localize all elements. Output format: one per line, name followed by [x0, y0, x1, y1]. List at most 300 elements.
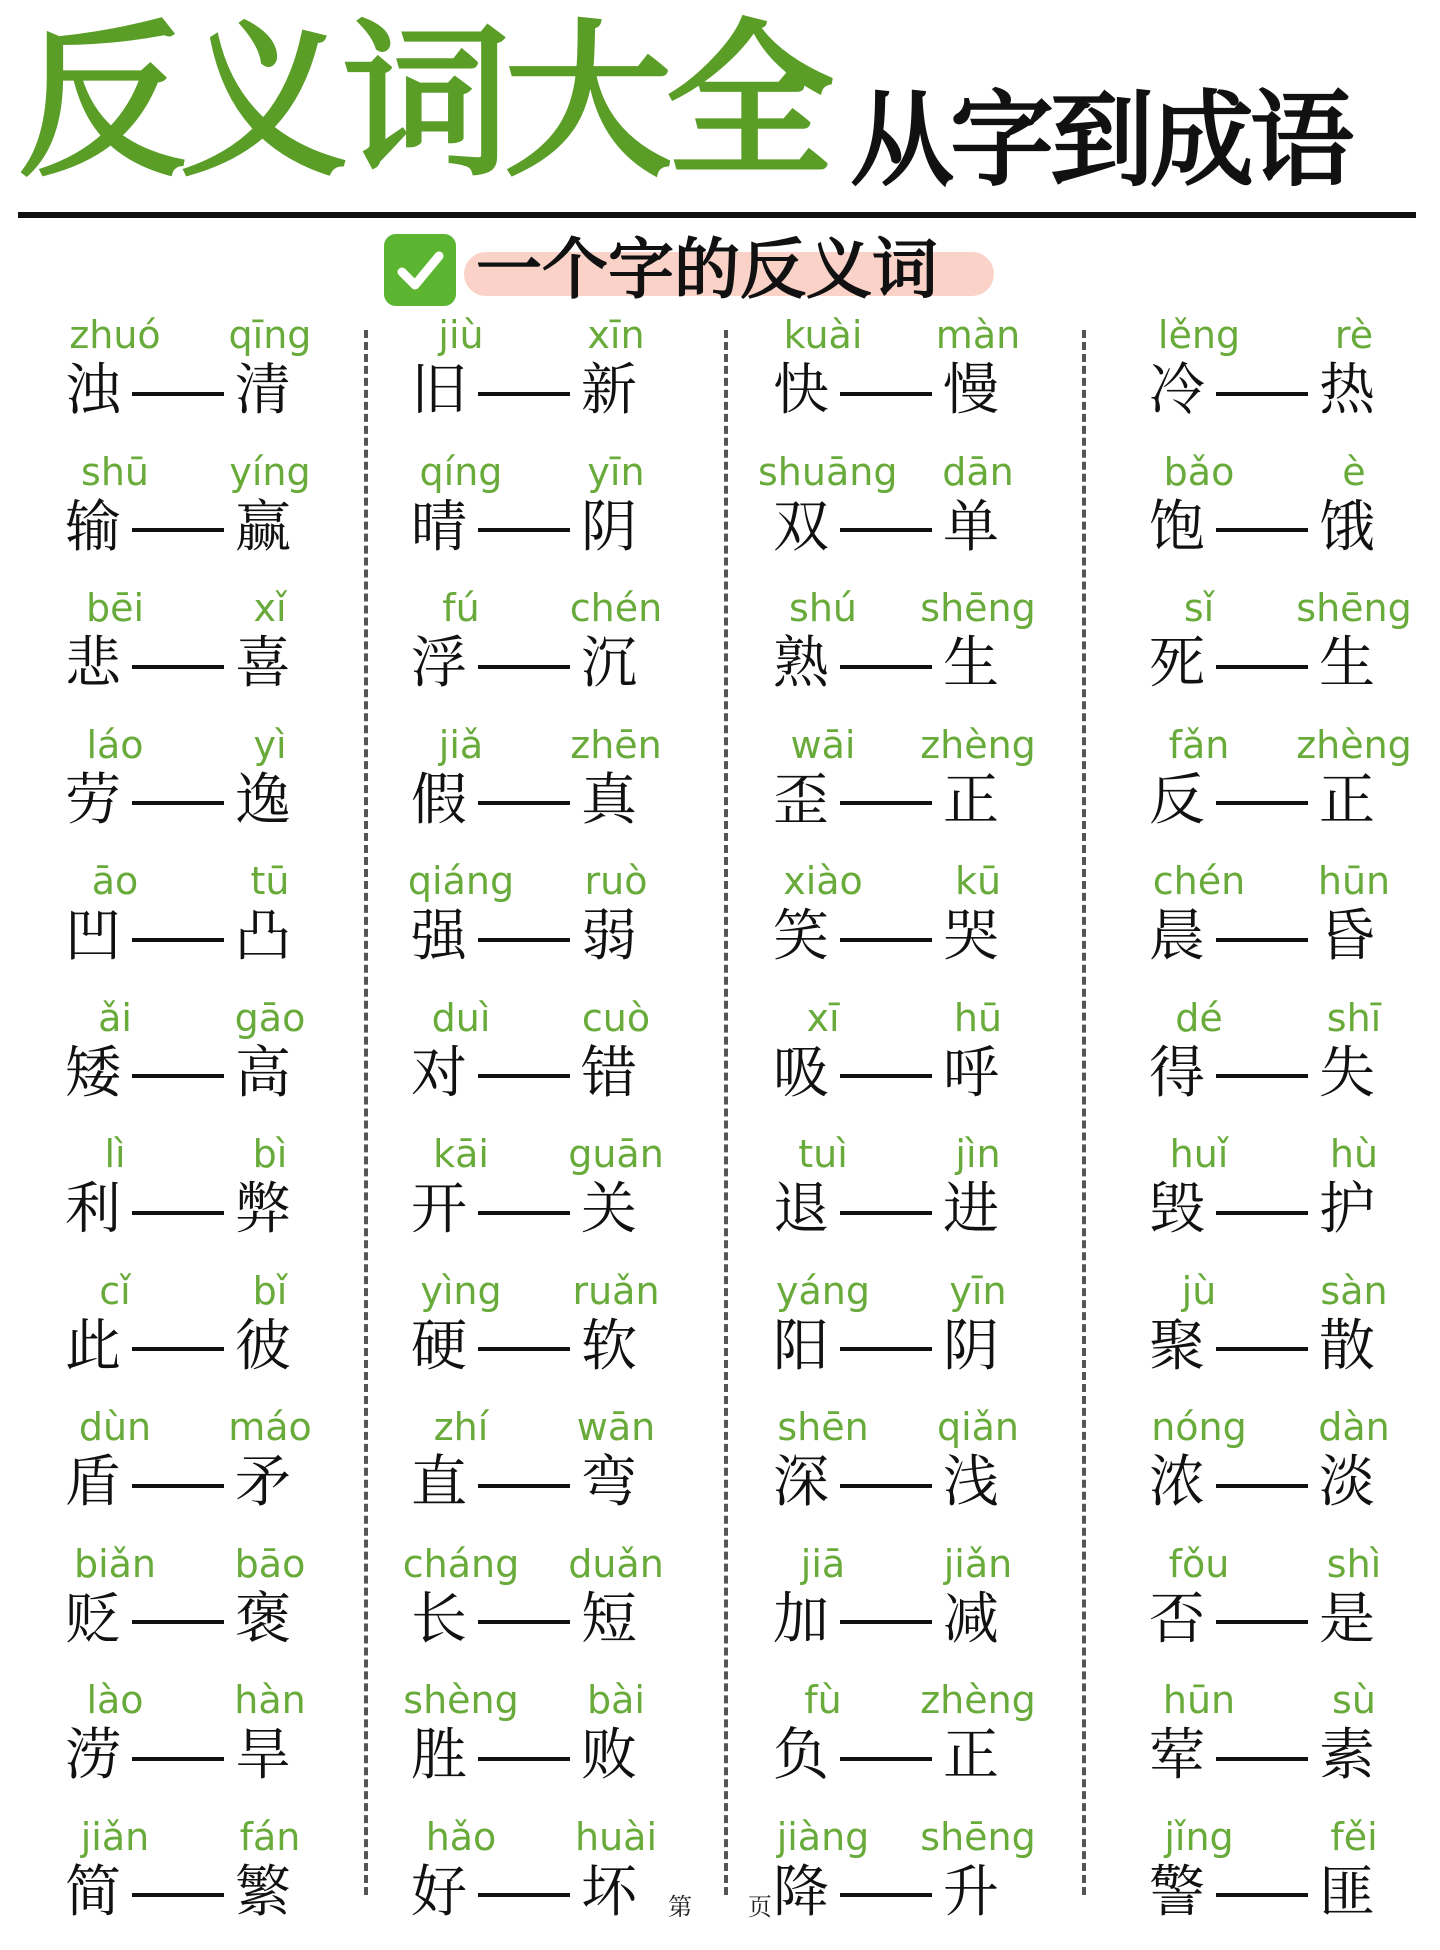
antonym-pair: [406, 312, 706, 449]
antonym-column: [768, 312, 1068, 1912]
character-right: 淡: [1314, 1448, 1380, 1518]
pinyin-left: fù: [758, 1677, 888, 1723]
antonym-pair: [60, 858, 360, 995]
connector-dash: [478, 1484, 570, 1488]
antonym-column: [406, 312, 706, 1912]
character-right: 喜: [230, 629, 296, 699]
antonym-pair: [60, 449, 360, 586]
character-left: 输: [60, 493, 126, 563]
character-row: [60, 766, 296, 836]
character-left: 阳: [768, 1312, 834, 1382]
connector-dash: [1216, 1620, 1308, 1624]
antonym-pair: [1144, 585, 1440, 722]
character-row: [60, 1175, 296, 1245]
header: [0, 0, 1440, 230]
pinyin-right: guān: [551, 1131, 681, 1177]
pinyin-left: láo: [50, 722, 180, 768]
character-right: 是: [1314, 1585, 1380, 1655]
character-left: 浊: [60, 356, 126, 426]
connector-dash: [840, 1620, 932, 1624]
pinyin-right: shēng: [913, 1814, 1043, 1860]
pinyin-left: xī: [758, 995, 888, 1041]
antonym-pair: [1144, 995, 1440, 1132]
antonym-pair: [60, 1131, 360, 1268]
character-row: [1144, 629, 1380, 699]
character-left: 强: [406, 902, 472, 972]
character-right: 短: [576, 1585, 642, 1655]
pinyin-left: lěng: [1134, 312, 1264, 358]
connector-dash: [840, 1757, 932, 1761]
antonym-pair: [768, 312, 1068, 449]
character-right: 饿: [1314, 493, 1380, 563]
character-row: [1144, 902, 1380, 972]
character-row: [768, 766, 1004, 836]
character-left: 对: [406, 1039, 472, 1109]
pinyin-right: qiǎn: [913, 1404, 1043, 1450]
character-row: [768, 1312, 1004, 1382]
character-left: 荤: [1144, 1721, 1210, 1791]
character-right: 匪: [1314, 1858, 1380, 1928]
character-row: [60, 1312, 296, 1382]
pinyin-right: shēng: [913, 585, 1043, 631]
connector-dash: [840, 392, 932, 396]
antonym-pair: [406, 449, 706, 586]
character-row: [406, 1448, 642, 1518]
pinyin-right: zhèng: [913, 722, 1043, 768]
character-left: 直: [406, 1448, 472, 1518]
pinyin-left: bēi: [50, 585, 180, 631]
character-row: [406, 1721, 642, 1791]
pinyin-left: jiàng: [758, 1814, 888, 1860]
connector-dash: [478, 392, 570, 396]
connector-dash: [1216, 938, 1308, 942]
pinyin-left: yáng: [758, 1268, 888, 1314]
character-right: 赢: [230, 493, 296, 563]
antonym-pair: [60, 312, 360, 449]
character-left: 简: [60, 1858, 126, 1928]
connector-dash: [1216, 1757, 1308, 1761]
antonym-pair: [768, 1677, 1068, 1814]
pinyin-left: qíng: [396, 449, 526, 495]
section-title: 一个字的反义词: [476, 232, 938, 308]
character-left: 悲: [60, 629, 126, 699]
antonym-pair: [406, 722, 706, 859]
pinyin-left: xiào: [758, 858, 888, 904]
character-right: 散: [1314, 1312, 1380, 1382]
character-right: 呼: [938, 1039, 1004, 1109]
pinyin-right: gāo: [205, 995, 335, 1041]
character-right: 升: [938, 1858, 1004, 1928]
character-right: 凸: [230, 902, 296, 972]
pinyin-right: máo: [205, 1404, 335, 1450]
connector-dash: [840, 528, 932, 532]
connector-dash: [840, 1211, 932, 1215]
pinyin-right: wān: [551, 1404, 681, 1450]
antonym-pair: [60, 1677, 360, 1814]
pinyin-right: jiǎn: [913, 1541, 1043, 1587]
pinyin-left: fǎn: [1134, 722, 1264, 768]
character-left: 得: [1144, 1039, 1210, 1109]
connector-dash: [132, 801, 224, 805]
character-right: 阴: [576, 493, 642, 563]
pinyin-left: zhí: [396, 1404, 526, 1450]
character-row: [1144, 493, 1380, 563]
sub-title: 从字到成语: [850, 88, 1350, 192]
connector-dash: [840, 801, 932, 805]
connector-dash: [840, 1074, 932, 1078]
pinyin-left: shū: [50, 449, 180, 495]
character-row: [1144, 1312, 1380, 1382]
connector-dash: [478, 1757, 570, 1761]
pinyin-right: sù: [1289, 1677, 1419, 1723]
character-right: 弊: [230, 1175, 296, 1245]
character-right: 弱: [576, 902, 642, 972]
pinyin-left: dé: [1134, 995, 1264, 1041]
character-right: 生: [938, 629, 1004, 699]
character-left: 此: [60, 1312, 126, 1382]
pinyin-right: shēng: [1289, 585, 1419, 631]
pinyin-right: tū: [205, 858, 335, 904]
character-right: 护: [1314, 1175, 1380, 1245]
character-right: 昏: [1314, 902, 1380, 972]
character-row: [406, 493, 642, 563]
character-row: [1144, 356, 1380, 426]
character-left: 吸: [768, 1039, 834, 1109]
antonym-pair: [768, 722, 1068, 859]
pinyin-right: jìn: [913, 1131, 1043, 1177]
antonym-column: [60, 312, 360, 1912]
character-right: 褒: [230, 1585, 296, 1655]
connector-dash: [132, 392, 224, 396]
pinyin-right: hū: [913, 995, 1043, 1041]
pinyin-right: xīn: [551, 312, 681, 358]
character-left: 快: [768, 356, 834, 426]
character-right: 正: [938, 1721, 1004, 1791]
antonym-pair: [1144, 312, 1440, 449]
character-right: 失: [1314, 1039, 1380, 1109]
character-row: [768, 629, 1004, 699]
character-left: 假: [406, 766, 472, 836]
antonym-pair: [1144, 1814, 1440, 1950]
character-row: [60, 356, 296, 426]
character-left: 死: [1144, 629, 1210, 699]
character-row: [406, 1312, 642, 1382]
character-right: 矛: [230, 1448, 296, 1518]
pinyin-left: shēn: [758, 1404, 888, 1450]
character-left: 歪: [768, 766, 834, 836]
antonym-pair: [1144, 449, 1440, 586]
pinyin-right: yīn: [551, 449, 681, 495]
character-row: [406, 629, 642, 699]
antonym-grid: [0, 312, 1440, 1912]
antonym-pair: [768, 1131, 1068, 1268]
pinyin-right: duǎn: [551, 1541, 681, 1587]
pinyin-right: zhēn: [551, 722, 681, 768]
character-row: [768, 1585, 1004, 1655]
pinyin-left: huǐ: [1134, 1131, 1264, 1177]
section-heading: [384, 232, 1004, 308]
character-right: 正: [1314, 766, 1380, 836]
character-right: 弯: [576, 1448, 642, 1518]
connector-dash: [840, 665, 932, 669]
connector-dash: [840, 938, 932, 942]
antonym-pair: [1144, 1268, 1440, 1405]
antonym-pair: [1144, 1677, 1440, 1814]
pinyin-right: xǐ: [205, 585, 335, 631]
character-right: 坏: [576, 1858, 642, 1928]
antonym-pair: [768, 585, 1068, 722]
character-right: 彼: [230, 1312, 296, 1382]
pinyin-right: huài: [551, 1814, 681, 1860]
antonym-pair: [406, 1131, 706, 1268]
character-row: [60, 1585, 296, 1655]
pinyin-left: cháng: [396, 1541, 526, 1587]
pinyin-right: sàn: [1289, 1268, 1419, 1314]
pinyin-right: bì: [205, 1131, 335, 1177]
character-left: 贬: [60, 1585, 126, 1655]
antonym-pair: [1144, 858, 1440, 995]
pinyin-left: jiǎn: [50, 1814, 180, 1860]
character-left: 涝: [60, 1721, 126, 1791]
character-row: [1144, 1721, 1380, 1791]
character-left: 劳: [60, 766, 126, 836]
character-right: 单: [938, 493, 1004, 563]
antonym-pair: [406, 1541, 706, 1678]
antonym-pair: [60, 585, 360, 722]
character-right: 旱: [230, 1721, 296, 1791]
character-right: 慢: [938, 356, 1004, 426]
character-right: 逸: [230, 766, 296, 836]
character-right: 生: [1314, 629, 1380, 699]
character-row: [1144, 1039, 1380, 1109]
connector-dash: [478, 1211, 570, 1215]
connector-dash: [840, 1347, 932, 1351]
pinyin-left: jù: [1134, 1268, 1264, 1314]
character-left: 降: [768, 1858, 834, 1928]
pinyin-left: bǎo: [1134, 449, 1264, 495]
character-row: [60, 1448, 296, 1518]
character-left: 反: [1144, 766, 1210, 836]
character-row: [60, 902, 296, 972]
pinyin-right: hù: [1289, 1131, 1419, 1177]
antonym-pair: [1144, 1404, 1440, 1541]
pinyin-left: fú: [396, 585, 526, 631]
antonym-pair: [406, 1268, 706, 1405]
character-left: 晨: [1144, 902, 1210, 972]
character-row: [1144, 1175, 1380, 1245]
pinyin-left: fǒu: [1134, 1541, 1264, 1587]
pinyin-right: cuò: [551, 995, 681, 1041]
antonym-pair: [768, 995, 1068, 1132]
character-right: 高: [230, 1039, 296, 1109]
character-right: 真: [576, 766, 642, 836]
character-left: 笑: [768, 902, 834, 972]
antonym-pair: [1144, 1541, 1440, 1678]
connector-dash: [132, 1757, 224, 1761]
connector-dash: [132, 1347, 224, 1351]
pinyin-left: lì: [50, 1131, 180, 1177]
connector-dash: [1216, 392, 1308, 396]
pinyin-right: rè: [1289, 312, 1419, 358]
character-left: 盾: [60, 1448, 126, 1518]
character-left: 退: [768, 1175, 834, 1245]
connector-dash: [1216, 801, 1308, 805]
check-mark-icon: [392, 242, 448, 298]
character-right: 错: [576, 1039, 642, 1109]
main-title: 反义词大全: [18, 18, 828, 186]
connector-dash: [1216, 528, 1308, 532]
character-right: 关: [576, 1175, 642, 1245]
pinyin-left: wāi: [758, 722, 888, 768]
connector-dash: [478, 528, 570, 532]
connector-dash: [132, 1074, 224, 1078]
footer-page-prefix: 第: [668, 1894, 692, 1920]
connector-dash: [1216, 665, 1308, 669]
character-right: 新: [576, 356, 642, 426]
character-right: 败: [576, 1721, 642, 1791]
connector-dash: [478, 1347, 570, 1351]
character-left: 胜: [406, 1721, 472, 1791]
character-left: 深: [768, 1448, 834, 1518]
character-left: 好: [406, 1858, 472, 1928]
character-left: 开: [406, 1175, 472, 1245]
pinyin-left: qiáng: [396, 858, 526, 904]
antonym-pair: [768, 1268, 1068, 1405]
antonym-pair: [768, 1814, 1068, 1950]
character-right: 阴: [938, 1312, 1004, 1382]
pinyin-right: fěi: [1289, 1814, 1419, 1860]
connector-dash: [132, 665, 224, 669]
pinyin-left: shuāng: [758, 449, 888, 495]
antonym-pair: [406, 585, 706, 722]
character-row: [1144, 1448, 1380, 1518]
connector-dash: [1216, 1484, 1308, 1488]
pinyin-right: dān: [913, 449, 1043, 495]
pinyin-right: hàn: [205, 1677, 335, 1723]
connector-dash: [478, 938, 570, 942]
character-right: 浅: [938, 1448, 1004, 1518]
pinyin-left: hūn: [1134, 1677, 1264, 1723]
pinyin-left: kāi: [396, 1131, 526, 1177]
character-row: [60, 1039, 296, 1109]
character-left: 晴: [406, 493, 472, 563]
pinyin-left: āo: [50, 858, 180, 904]
character-row: [768, 1175, 1004, 1245]
pinyin-right: dàn: [1289, 1404, 1419, 1450]
character-row: [1144, 1585, 1380, 1655]
pinyin-left: zhuó: [50, 312, 180, 358]
character-row: [60, 1721, 296, 1791]
connector-dash: [132, 1620, 224, 1624]
pinyin-left: hǎo: [396, 1814, 526, 1860]
character-right: 清: [230, 356, 296, 426]
pinyin-left: biǎn: [50, 1541, 180, 1587]
character-row: [768, 902, 1004, 972]
pinyin-right: ruò: [551, 858, 681, 904]
pinyin-right: qīng: [205, 312, 335, 358]
character-left: 否: [1144, 1585, 1210, 1655]
connector-dash: [1216, 1074, 1308, 1078]
character-row: [406, 766, 642, 836]
antonym-pair: [60, 1268, 360, 1405]
character-row: [768, 1039, 1004, 1109]
pinyin-right: shì: [1289, 1541, 1419, 1587]
pinyin-right: zhèng: [913, 1677, 1043, 1723]
pinyin-right: kū: [913, 858, 1043, 904]
pinyin-left: chén: [1134, 858, 1264, 904]
antonym-pair: [768, 449, 1068, 586]
antonym-pair: [60, 722, 360, 859]
antonym-pair: [768, 1404, 1068, 1541]
pinyin-left: yìng: [396, 1268, 526, 1314]
footer-page-suffix: 页: [748, 1894, 772, 1920]
connector-dash: [132, 938, 224, 942]
connector-dash: [478, 1620, 570, 1624]
pinyin-left: sǐ: [1134, 585, 1264, 631]
pinyin-right: bài: [551, 1677, 681, 1723]
character-right: 进: [938, 1175, 1004, 1245]
pinyin-left: shú: [758, 585, 888, 631]
pinyin-right: chén: [551, 585, 681, 631]
character-row: [406, 1175, 642, 1245]
pinyin-left: cǐ: [50, 1268, 180, 1314]
connector-dash: [478, 801, 570, 805]
pinyin-left: ǎi: [50, 995, 180, 1041]
character-row: [768, 493, 1004, 563]
pinyin-right: yīn: [913, 1268, 1043, 1314]
pinyin-right: è: [1289, 449, 1419, 495]
character-row: [406, 1039, 642, 1109]
character-left: 负: [768, 1721, 834, 1791]
character-left: 旧: [406, 356, 472, 426]
pinyin-right: màn: [913, 312, 1043, 358]
pinyin-left: tuì: [758, 1131, 888, 1177]
pinyin-right: fán: [205, 1814, 335, 1860]
pinyin-right: bāo: [205, 1541, 335, 1587]
pinyin-left: jiù: [396, 312, 526, 358]
character-row: [768, 356, 1004, 426]
character-left: 毁: [1144, 1175, 1210, 1245]
character-right: 正: [938, 766, 1004, 836]
connector-dash: [840, 1484, 932, 1488]
antonym-pair: [406, 1677, 706, 1814]
connector-dash: [478, 665, 570, 669]
antonym-pair: [60, 1404, 360, 1541]
character-right: 哭: [938, 902, 1004, 972]
pinyin-left: jiā: [758, 1541, 888, 1587]
character-row: [1144, 766, 1380, 836]
pinyin-left: jiǎ: [396, 722, 526, 768]
character-left: 长: [406, 1585, 472, 1655]
connector-dash: [132, 1484, 224, 1488]
antonym-pair: [60, 1541, 360, 1678]
antonym-pair: [1144, 722, 1440, 859]
character-left: 熟: [768, 629, 834, 699]
antonym-pair: [1144, 1131, 1440, 1268]
character-right: 减: [938, 1585, 1004, 1655]
character-left: 饱: [1144, 493, 1210, 563]
antonym-pair: [60, 1814, 360, 1950]
character-left: 浮: [406, 629, 472, 699]
character-left: 硬: [406, 1312, 472, 1382]
character-row: [768, 1721, 1004, 1791]
pinyin-right: zhèng: [1289, 722, 1419, 768]
pinyin-left: lào: [50, 1677, 180, 1723]
pinyin-right: bǐ: [205, 1268, 335, 1314]
antonym-pair: [406, 1814, 706, 1950]
pinyin-left: dùn: [50, 1404, 180, 1450]
connector-dash: [1216, 1347, 1308, 1351]
